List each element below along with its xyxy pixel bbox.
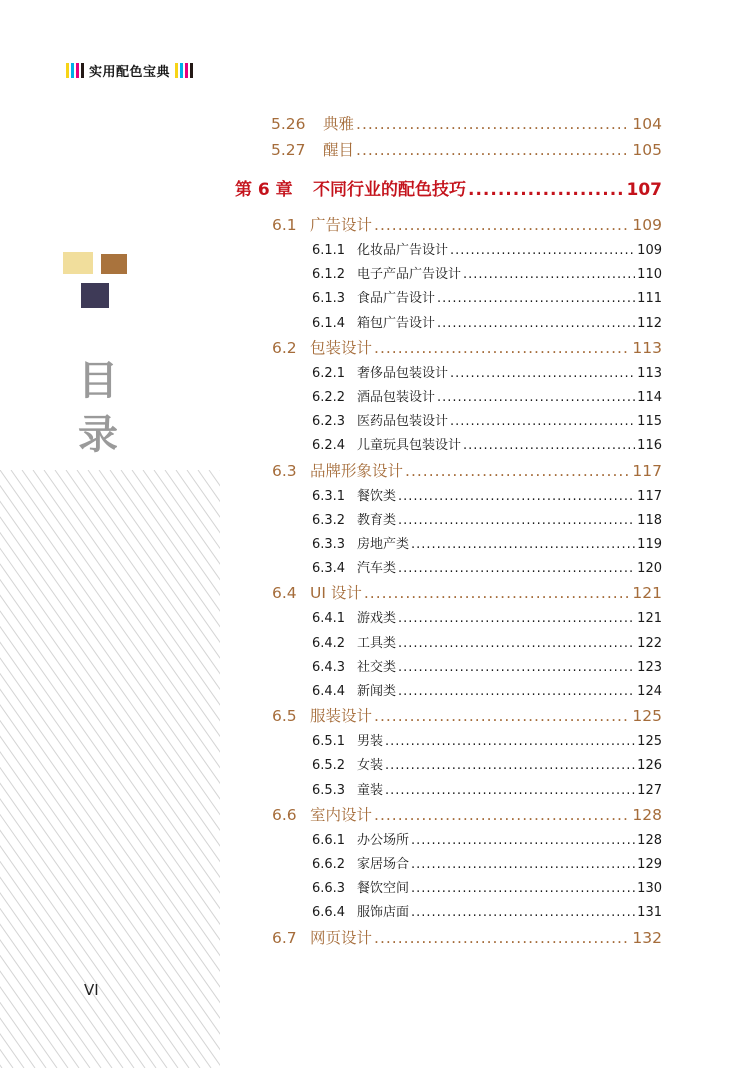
- entry-number: 6.5.2: [312, 758, 346, 774]
- leader-dots: [356, 115, 630, 133]
- entry-number: 6.1.4: [312, 315, 346, 331]
- section-entry[interactable]: [272, 926, 662, 948]
- entry-page: 127: [637, 782, 662, 798]
- entry-page: 122: [637, 635, 662, 651]
- entry-number: 6.4.1: [312, 611, 346, 627]
- entry-page: 132: [632, 928, 662, 947]
- leader-dots: [437, 316, 635, 331]
- leader-dots: [450, 243, 635, 258]
- entry-title: 奢侈品包装设计: [357, 365, 449, 381]
- entry-title: 汽车类: [357, 561, 397, 577]
- section-entry[interactable]: [272, 581, 662, 603]
- entry-page: 107: [626, 180, 662, 199]
- leader-dots: [398, 611, 635, 626]
- entry-title: 服饰店面: [357, 905, 410, 921]
- entry-page: 130: [637, 881, 662, 897]
- entry-number: 6.4.2: [312, 635, 346, 651]
- entry-title: 典雅: [323, 115, 355, 133]
- subsection-entry[interactable]: [312, 607, 662, 627]
- subsection-entry[interactable]: [312, 779, 662, 799]
- leader-dots: [398, 636, 635, 651]
- entry-page: 124: [637, 684, 662, 699]
- subsection-entry[interactable]: [312, 730, 662, 750]
- entry-title: 女装: [357, 758, 384, 774]
- entry-number: 6.6.1: [312, 832, 346, 848]
- entry-page: 119: [637, 537, 662, 552]
- entry-title: 箱包广告设计: [357, 315, 436, 331]
- entry-number: 6.6.4: [312, 905, 346, 921]
- leader-dots: [463, 267, 635, 282]
- entry-page: 123: [637, 659, 662, 675]
- entry-title: 房地产类: [357, 537, 410, 552]
- entry-number: 6.3.1: [312, 488, 346, 504]
- entry-page: 113: [632, 338, 662, 357]
- leader-dots: [450, 414, 635, 429]
- leader-dots: [398, 489, 635, 504]
- entry-page: 129: [637, 857, 662, 872]
- leader-dots: [385, 783, 635, 798]
- entry-number: 6.1: [272, 216, 297, 234]
- side-title-bottom: 录: [78, 412, 118, 458]
- entry-page: 128: [637, 832, 662, 848]
- entry-number: 6.6.3: [312, 881, 346, 897]
- subsection-entry[interactable]: [312, 434, 662, 454]
- entry-title: 化妆品广告设计: [357, 243, 449, 258]
- entry-title: 男装: [357, 734, 384, 750]
- leader-dots: [398, 513, 635, 528]
- subsection-entry[interactable]: [312, 312, 662, 332]
- subsection-entry[interactable]: [312, 829, 662, 849]
- leader-dots: [398, 684, 635, 699]
- entry-number: 6.3: [272, 461, 297, 480]
- subsection-entry[interactable]: [312, 557, 662, 577]
- section-entry[interactable]: [272, 803, 662, 825]
- subsection-entry[interactable]: [312, 263, 662, 283]
- entry-page: 114: [637, 390, 662, 405]
- section-entry[interactable]: [272, 704, 662, 726]
- subsection-entry[interactable]: [312, 680, 662, 700]
- subsection-entry[interactable]: [312, 485, 662, 505]
- leader-dots: [411, 881, 635, 896]
- entry-number: 6.5.3: [312, 782, 346, 798]
- side-title-top: 目: [78, 358, 118, 404]
- leader-dots: [374, 707, 630, 725]
- entry-number: 6.4.3: [312, 659, 346, 675]
- leader-dots: [374, 216, 630, 234]
- subsection-entry[interactable]: [312, 877, 662, 897]
- entry-title: 医药品包装设计: [357, 414, 449, 430]
- subsection-entry[interactable]: [312, 386, 662, 406]
- subsection-entry[interactable]: [312, 509, 662, 529]
- entry-number: 6.2: [272, 338, 297, 357]
- book-title: 实用配色宝典: [89, 64, 171, 80]
- entry-title: 新闻类: [357, 684, 397, 699]
- entry-page: 115: [637, 414, 662, 430]
- leader-dots: [450, 366, 635, 381]
- toc-entry[interactable]: [271, 138, 662, 160]
- page-number: VI: [84, 981, 99, 999]
- entry-page: 112: [637, 315, 662, 331]
- subsection-entry[interactable]: [312, 410, 662, 430]
- entry-number: 6.6: [272, 805, 297, 824]
- leader-dots: [374, 339, 630, 357]
- leader-dots: [437, 390, 635, 405]
- entry-title: 家居场合: [357, 857, 410, 872]
- entry-number: 6.2.3: [312, 414, 346, 430]
- entry-page: 116: [637, 438, 662, 454]
- entry-page: 128: [632, 805, 662, 824]
- entry-title: 游戏类: [357, 611, 397, 627]
- entry-page: 125: [637, 734, 662, 750]
- entry-number: 6.1.1: [312, 243, 346, 258]
- leader-dots: [437, 291, 635, 306]
- leader-dots: [411, 833, 635, 848]
- entry-number: 6.5.1: [312, 734, 346, 750]
- subsection-entry[interactable]: [312, 853, 662, 873]
- entry-title: 不同行业的配色技巧: [313, 180, 466, 199]
- entry-title: 包装设计: [310, 338, 373, 357]
- subsection-entry[interactable]: [312, 287, 662, 307]
- subsection-entry[interactable]: [312, 656, 662, 676]
- entry-number: 第 6 章: [235, 180, 293, 199]
- entry-number: 6.3.3: [312, 537, 346, 552]
- entry-page: 125: [632, 707, 662, 726]
- leader-dots: [405, 462, 630, 480]
- subsection-entry[interactable]: [312, 362, 662, 382]
- entry-number: 6.2.1: [312, 365, 346, 381]
- entry-page: 121: [632, 584, 662, 603]
- section-entry[interactable]: [272, 213, 662, 235]
- entry-title: 电子产品广告设计: [357, 267, 462, 283]
- subsection-entry[interactable]: [312, 901, 662, 921]
- entry-page: 118: [637, 512, 662, 528]
- entry-title: 工具类: [357, 635, 397, 651]
- entry-number: 6.5: [272, 707, 297, 726]
- entry-page: 113: [637, 365, 662, 381]
- entry-number: 6.6.2: [312, 857, 346, 872]
- entry-number: 6.1.3: [312, 291, 346, 307]
- entry-number: 6.2.2: [312, 390, 346, 405]
- entry-number: 6.3.2: [312, 512, 346, 528]
- entry-title: 餐饮空间: [357, 881, 410, 897]
- leader-dots: [411, 537, 635, 552]
- leader-dots: [411, 905, 635, 920]
- leader-dots: [374, 806, 630, 824]
- entry-number: 5.27: [271, 141, 306, 159]
- entry-number: 6.3.4: [312, 561, 346, 577]
- entry-number: 6.4.4: [312, 684, 346, 699]
- leader-dots: [411, 857, 635, 872]
- entry-title: 儿童玩具包装设计: [357, 438, 462, 454]
- entry-page: 121: [637, 611, 662, 627]
- leader-dots: [463, 438, 635, 453]
- leader-dots: [398, 660, 635, 675]
- entry-title: 社交类: [357, 659, 397, 675]
- entry-page: 126: [637, 758, 662, 774]
- subsection-entry[interactable]: [312, 533, 662, 553]
- entry-page: 111: [637, 291, 662, 307]
- entry-title: 广告设计: [310, 216, 373, 234]
- entry-title: 品牌形象设计: [310, 461, 404, 480]
- leader-dots: [374, 929, 630, 947]
- entry-page: 109: [632, 216, 662, 234]
- entry-number: 6.7: [272, 928, 297, 947]
- entry-title: 室内设计: [310, 805, 373, 824]
- section-entry[interactable]: [272, 336, 662, 358]
- leader-dots: [385, 734, 635, 749]
- entry-page: 120: [637, 561, 662, 577]
- entry-page: 104: [632, 115, 662, 133]
- entry-page: 109: [637, 243, 662, 258]
- entry-title: UI 设计: [310, 584, 362, 603]
- entry-title: 醒目: [323, 141, 355, 159]
- entry-number: 6.2.4: [312, 438, 346, 454]
- entry-page: 131: [637, 905, 662, 921]
- leader-dots: [364, 584, 631, 602]
- entry-title: 网页设计: [310, 928, 373, 947]
- subsection-entry[interactable]: [312, 632, 662, 652]
- entry-page: 110: [637, 267, 662, 283]
- entry-title: 食品广告设计: [357, 291, 436, 307]
- leader-dots: [398, 561, 635, 576]
- leader-dots: [468, 180, 625, 199]
- entry-number: 6.4: [272, 584, 297, 603]
- entry-title: 酒品包装设计: [357, 390, 436, 405]
- leader-dots: [356, 141, 630, 159]
- entry-page: 117: [632, 461, 662, 480]
- entry-page: 105: [632, 141, 662, 159]
- leader-dots: [385, 758, 635, 773]
- entry-title: 办公场所: [357, 832, 410, 848]
- entry-number: 6.1.2: [312, 267, 346, 283]
- chapter-heading[interactable]: [235, 175, 662, 199]
- toc-entry[interactable]: [271, 112, 662, 134]
- entry-title: 童装: [357, 782, 384, 798]
- entry-title: 服装设计: [310, 707, 373, 726]
- entry-page: 117: [637, 488, 662, 504]
- entry-title: 教育类: [357, 512, 397, 528]
- section-entry[interactable]: [272, 459, 662, 481]
- subsection-entry[interactable]: [312, 239, 662, 259]
- subsection-entry[interactable]: [312, 754, 662, 774]
- entry-number: 5.26: [271, 115, 306, 133]
- entry-title: 餐饮类: [357, 488, 397, 504]
